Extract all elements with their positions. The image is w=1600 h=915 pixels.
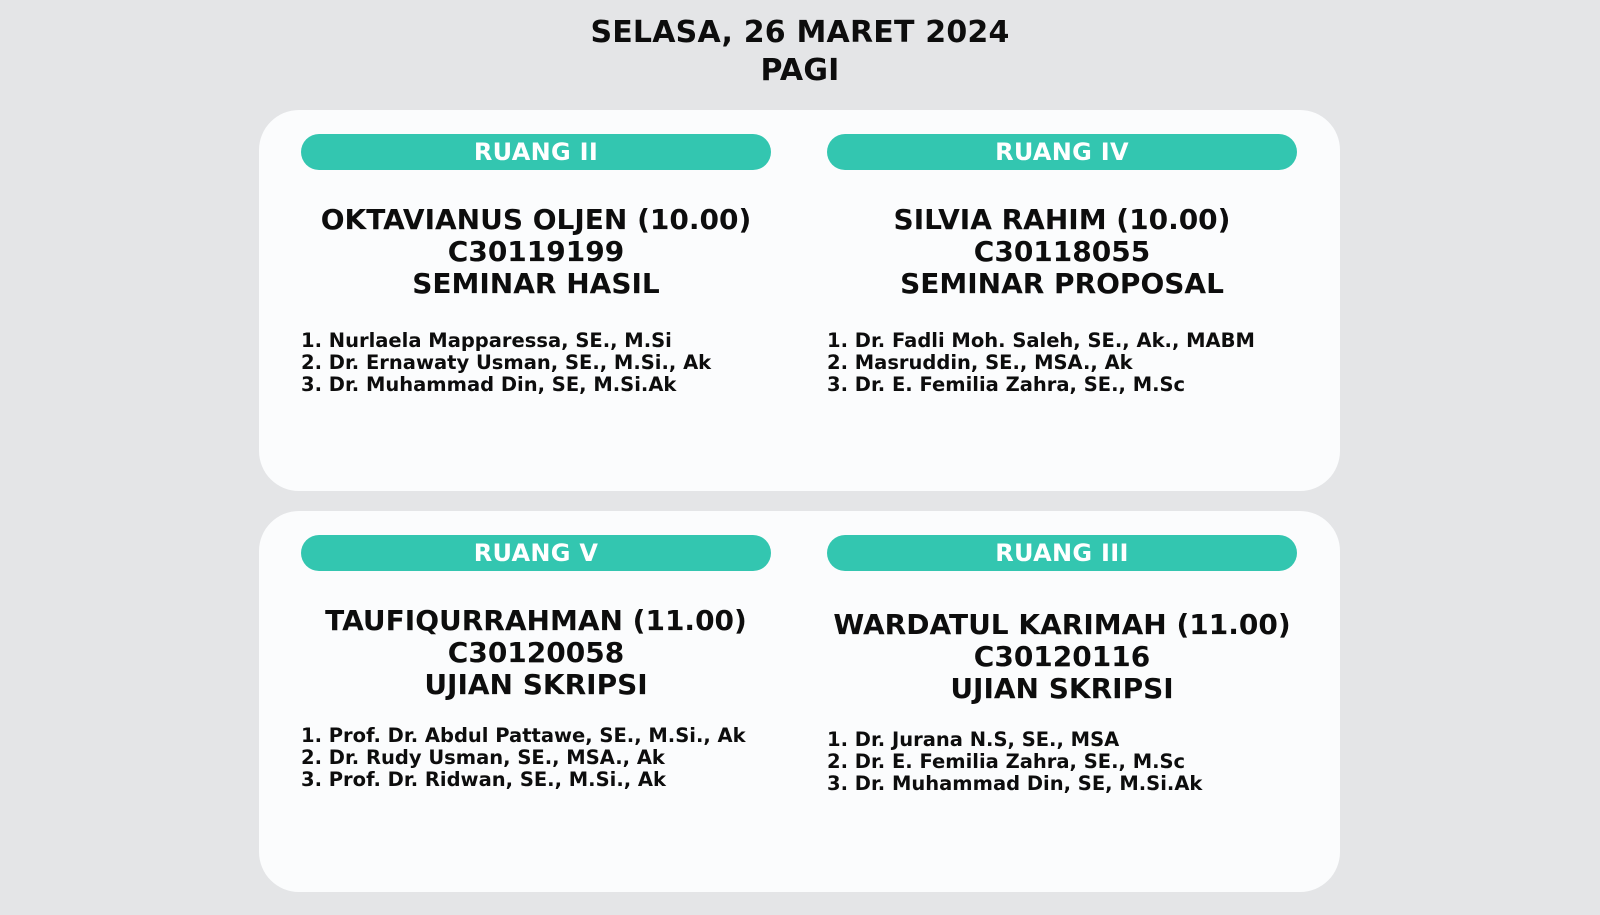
schedule-header xyxy=(0,14,1600,90)
session-card xyxy=(301,535,771,791)
session-card xyxy=(827,134,1297,396)
exam-type: UJIAN SKRIPSI xyxy=(950,672,1174,705)
student-id: C30120116 xyxy=(973,640,1151,673)
student-id: C30120058 xyxy=(447,636,625,669)
examiner-item: 1. Prof. Dr. Abdul Pattawe, SE., M.Si., Ak xyxy=(301,724,746,747)
session-card xyxy=(301,134,771,396)
session-info xyxy=(827,204,1297,300)
room-badge: RUANG IV xyxy=(827,134,1297,170)
session-info xyxy=(827,609,1297,705)
examiner-item: 2. Dr. E. Femilia Zahra, SE., M.Sc xyxy=(827,750,1186,773)
examiner-list xyxy=(827,330,1297,396)
examiner-item: 1. Nurlaela Mapparessa, SE., M.Si xyxy=(301,329,672,352)
examiner-list xyxy=(301,725,771,791)
room-badge: RUANG III xyxy=(827,535,1297,571)
student-name: SILVIA RAHIM (10.00) xyxy=(893,203,1231,236)
examiner-item: 3. Dr. Muhammad Din, SE, M.Si.Ak xyxy=(827,772,1203,795)
room-badge: RUANG V xyxy=(301,535,771,571)
session-card xyxy=(827,535,1297,795)
exam-type: UJIAN SKRIPSI xyxy=(424,668,648,701)
examiner-item: 1. Dr. Jurana N.S, SE., MSA xyxy=(827,728,1120,751)
session-info xyxy=(301,605,771,701)
room-badge: RUANG II xyxy=(301,134,771,170)
student-id: C30119199 xyxy=(447,235,625,268)
examiner-item: 2. Dr. Rudy Usman, SE., MSA., Ak xyxy=(301,746,665,769)
schedule-panel-top xyxy=(259,110,1340,491)
student-name: TAUFIQURRAHMAN (11.00) xyxy=(325,604,747,637)
student-name: OKTAVIANUS OLJEN (10.00) xyxy=(320,203,752,236)
examiner-list xyxy=(827,729,1297,795)
exam-type: SEMINAR PROPOSAL xyxy=(900,267,1224,300)
exam-type: SEMINAR HASIL xyxy=(412,267,660,300)
session-info xyxy=(301,204,771,300)
examiner-item: 1. Dr. Fadli Moh. Saleh, SE., Ak., MABM xyxy=(827,329,1255,352)
student-id: C30118055 xyxy=(973,235,1151,268)
schedule-panel-bottom xyxy=(259,511,1340,892)
schedule-session: PAGI xyxy=(760,53,840,88)
examiner-item: 3. Dr. Muhammad Din, SE, M.Si.Ak xyxy=(301,373,677,396)
examiner-item: 2. Dr. Ernawaty Usman, SE., M.Si., Ak xyxy=(301,351,712,374)
schedule-date: SELASA, 26 MARET 2024 xyxy=(590,15,1010,50)
examiner-item: 3. Prof. Dr. Ridwan, SE., M.Si., Ak xyxy=(301,768,666,791)
examiner-item: 3. Dr. E. Femilia Zahra, SE., M.Sc xyxy=(827,373,1186,396)
student-name: WARDATUL KARIMAH (11.00) xyxy=(833,608,1291,641)
examiner-item: 2. Masruddin, SE., MSA., Ak xyxy=(827,351,1133,374)
examiner-list xyxy=(301,330,771,396)
